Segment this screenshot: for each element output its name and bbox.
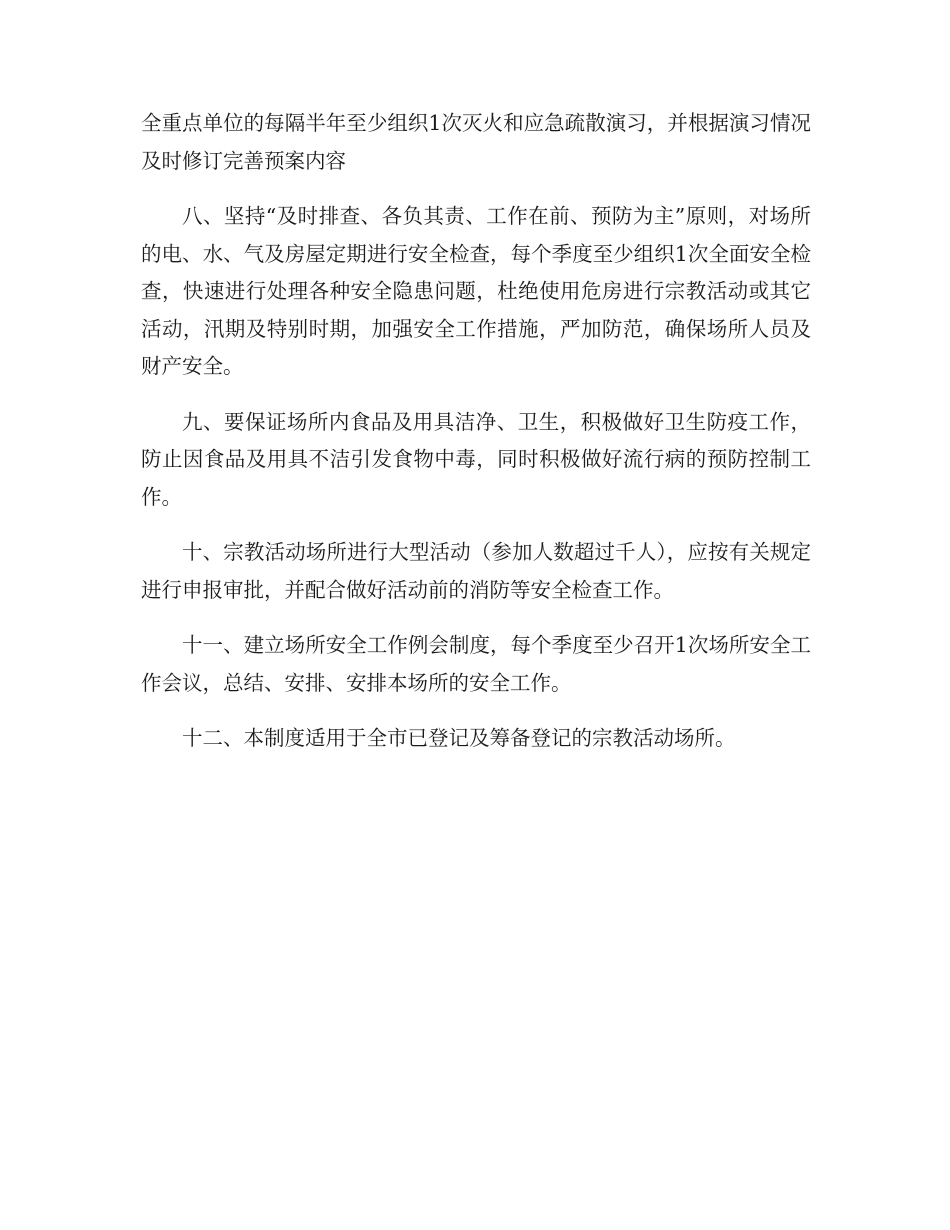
paragraph-item-8: 八、坚持“及时排查、各负其责、工作在前、预防为主”原则，对场所的电、水、气及房屋定期进行安全检查，每个季度至少组织1次全面安全检查，快速进行处理各种安全隐患问题，杜绝使用危房进行宗教活动或其它活动，汛期及特别时期，加强安全工作措施，严加防范，确保场所人员及财产安全。 (141, 204, 811, 378)
paragraph-continued: 全重点单位的每隔半年至少组织1次灭火和应急疏散演习，并根据演习情况及时修订完善预案内容 (141, 111, 811, 173)
paragraph-item-9: 九、要保证场所内食品及用具洁净、卫生，积极做好卫生防疫工作，防止因食品及用具不洁引发食物中毒，同时积极做好流行病的预防控制工作。 (141, 409, 811, 509)
document-body (141, 105, 811, 776)
paragraph-item-12: 十二、本制度适用于全市已登记及筹备登记的宗教活动场所。 (182, 726, 736, 750)
paragraph-item-11: 十一、建立场所安全工作例会制度，每个季度至少召开1次场所安全工作会议，总结、安排、安排本场所的安全工作。 (141, 633, 811, 695)
paragraph-item-10: 十、宗教活动场所进行大型活动（参加人数超过千人），应按有关规定进行申报审批，并配合做好活动前的消防等安全检查工作。 (141, 540, 811, 602)
